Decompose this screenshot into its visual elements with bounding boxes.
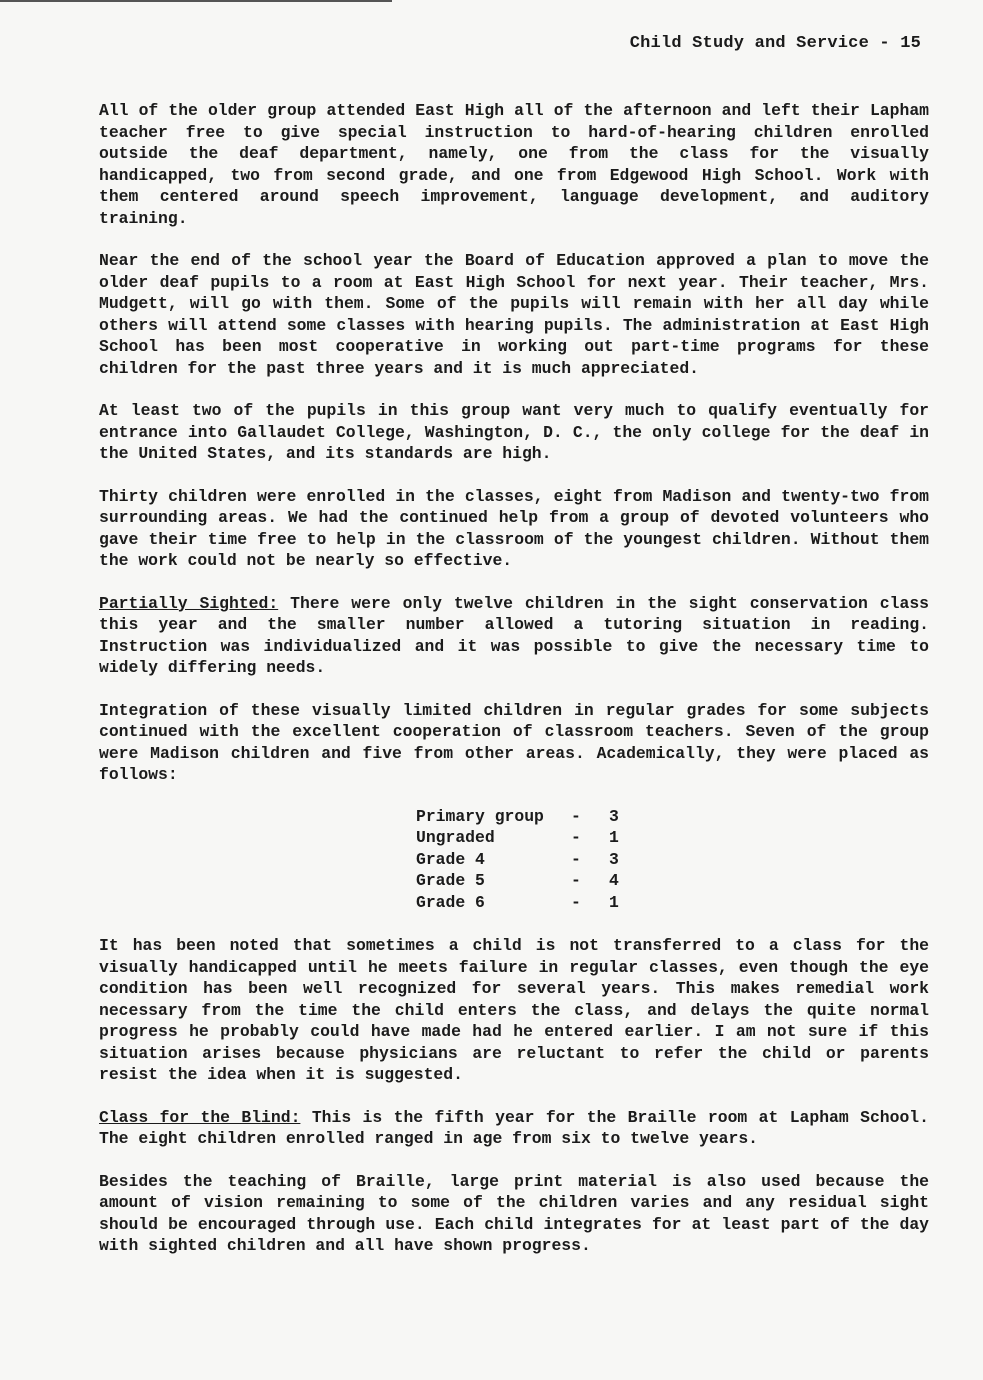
placement-row	[416, 806, 929, 828]
paragraph-older-group: All of the older group attended East High all of the afternoon and left their Lapham teacher free to give special instruction to hard-of-hearing children enrolled outside the deaf department, namely, one from the class for the visually handicapped, two from second grade, and one from Edgewood High School. Work with them centered around speech improvement, language development, and auditory training.	[99, 101, 929, 228]
placement-row	[416, 870, 929, 892]
placement-row	[416, 849, 929, 871]
placement-count: 1	[609, 892, 619, 912]
paragraph-gallaudet: At least two of the pupils in this group want very much to qualify eventually for entrance into Gallaudet College, Washington, D. C., the only college for the deaf in the United States, and its standards are high.	[99, 401, 929, 463]
placement-dash: -	[571, 871, 581, 890]
placement-dash: -	[571, 828, 581, 847]
top-edge-rule	[0, 0, 392, 2]
paragraph-blind-class-text: This is the fifth year for the Braille room at Lapham School. The eight children enrolled ranged in age from six to twelve years.	[99, 1107, 929, 1148]
paragraph-blind-class	[99, 1107, 929, 1150]
section-label-partially-sighted: Partially Sighted:	[99, 593, 279, 613]
paragraph-integration: Integration of these visually limited children in regular grades for some subjects continued with the excellent cooperation of classroom teachers. Seven of the group were Madison children and five from other areas. Academically, they were placed as follows:	[99, 700, 929, 784]
placement-dash: -	[571, 892, 581, 912]
paragraph-partially-sighted-text: There were only twelve children in the sight conservation class this year and the smaller number allowed a tutoring situation in reading. Instruction was individualized and it was possible to give the necessary time to widely differing needs.	[99, 593, 929, 677]
placement-dash: -	[571, 849, 581, 869]
placement-grade: Grade 4	[416, 849, 485, 869]
placement-grade: Grade 5	[416, 871, 485, 890]
paragraph-board-plan: Near the end of the school year the Board of Education approved a plan to move the older deaf pupils to a room at East High School for next year. Their teacher, Mrs. Mudgett, will go with them. Some of the pupils will remain with her all day while others will attend some classes with hearing pupils. The administration at East High School has been most cooperative in working out part-time programs for these children for the past three years and it is much appreciated.	[99, 251, 929, 378]
paragraph-enrollment: Thirty children were enrolled in the classes, eight from Madison and twenty-two from surrounding areas. We had the continued help from a group of devoted volunteers who gave their time free to help in the classroom of the youngest children. Without them the work could not be nearly so effective.	[99, 486, 929, 570]
placement-count: 3	[609, 849, 619, 869]
section-label-class-for-blind: Class for the Blind:	[99, 1107, 301, 1127]
placement-list	[416, 806, 929, 914]
placement-grade: Ungraded	[416, 828, 495, 847]
placement-dash: -	[571, 806, 581, 826]
placement-count: 1	[609, 828, 619, 847]
document-body	[99, 100, 929, 1278]
placement-row	[416, 827, 929, 849]
paragraph-partially-sighted	[99, 593, 929, 679]
page-header: Child Study and Service - 15	[629, 34, 921, 53]
placement-row	[416, 892, 929, 914]
paragraph-braille: Besides the teaching of Braille, large print material is also used because the amount of vision remaining to some of the children varies and any residual sight should be encouraged through use. Each child integrates for at least part of the day with sighted children and all have shown progress.	[99, 1171, 929, 1255]
paragraph-transfer-delay: It has been noted that sometimes a child is not transferred to a class for the visually handicapped until he meets failure in regular classes, even though the eye condition has been well recognized for several years. This makes remedial work necessary from the time the child enters the class, and delays the quite normal progress he probably could have made had he entered earlier. I am not sure if this situation arises because physicians are reluctant to refer the child or parents resist the idea when it is suggested.	[99, 936, 929, 1084]
placement-grade: Grade 6	[416, 892, 485, 912]
placement-count: 4	[609, 871, 619, 890]
placement-count: 3	[609, 806, 619, 826]
placement-grade: Primary group	[416, 806, 544, 826]
